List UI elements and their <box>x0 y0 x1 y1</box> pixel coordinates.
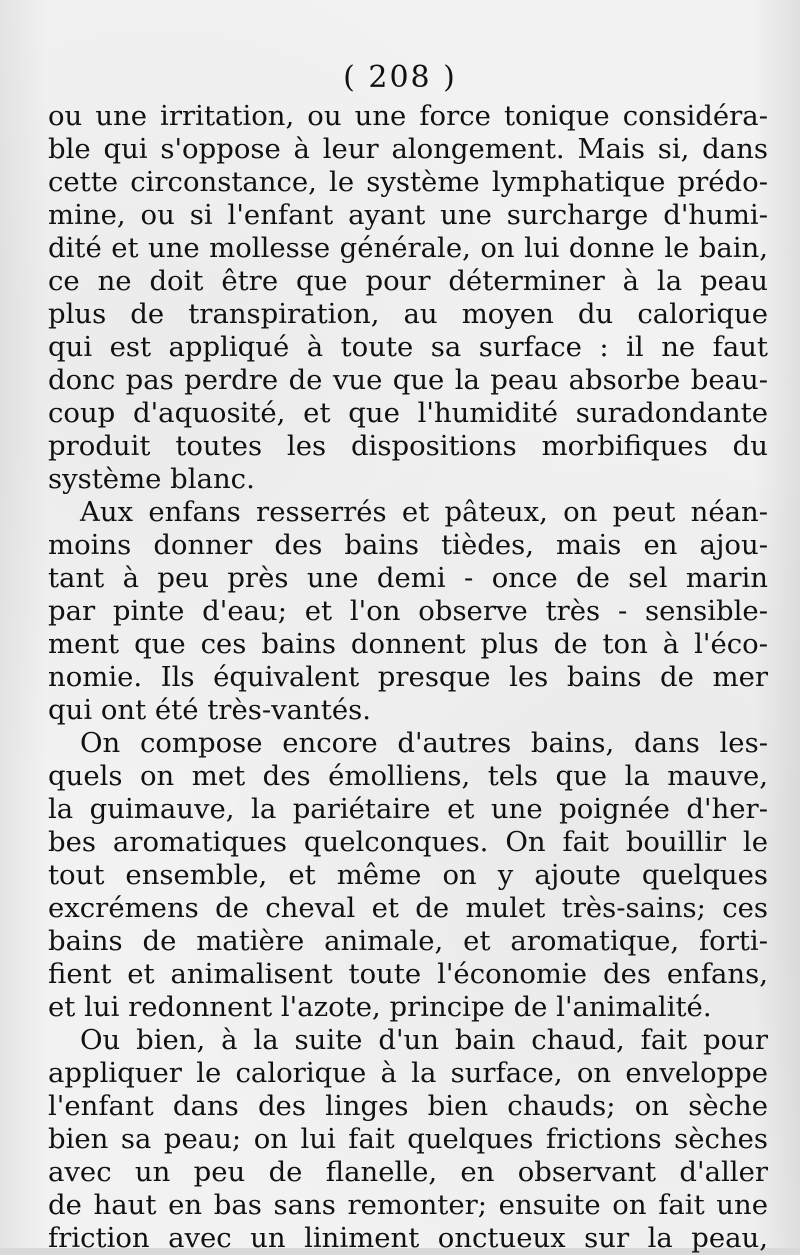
text-line: nomie. Ils équivalent presque les bains de mer <box>48 661 768 693</box>
text-line: tant à peu près une demi - once de sel marin <box>48 562 768 594</box>
text-line: plus de transpiration, au moyen du calorique <box>48 298 768 330</box>
text-line: fient et animalisent toute l'économie des enfans, <box>48 958 768 990</box>
text-line: mine, ou si l'enfant ayant une surcharge d'humi- <box>48 199 768 231</box>
text-line: coup d'aquosité, et que l'humidité suradondante <box>48 397 768 429</box>
text-line: quels on met des émolliens, tels que la mauve, <box>48 760 768 792</box>
text-line: produit toutes les dispositions morbifiques du <box>48 430 768 462</box>
text-line: qui ont été très-vantés. <box>48 694 371 726</box>
text-line: bains de matière animale, et aromatique, forti- <box>48 925 768 957</box>
text-line: ce ne doit être que pour déterminer à la peau <box>48 265 768 297</box>
text-line: moins donner des bains tièdes, mais en ajou- <box>48 529 768 561</box>
text-line: appliquer le calorique à la surface, on enveloppe <box>48 1057 768 1089</box>
text-line: bien sa peau; on lui fait quelques frictions sèches <box>48 1123 768 1155</box>
text-line: par pinte d'eau; et l'on observe très - sensible- <box>48 595 768 627</box>
paragraph-start-line: On compose encore d'autres bains, dans les- <box>80 727 768 759</box>
text-line: et lui redonnent l'azote, principe de l'animalité. <box>48 991 712 1023</box>
text-line: friction avec un liniment onctueux sur la peau, <box>48 1222 768 1254</box>
paragraph-start-line: Ou bien, à la suite d'un bain chaud, fait pour <box>80 1024 768 1056</box>
text-line: ment que ces bains donnent plus de ton à l'éco- <box>48 628 768 660</box>
text-line: qui est appliqué à toute sa surface : il ne faut <box>48 331 768 363</box>
paragraph-start-line: Aux enfans resserrés et pâteux, on peut néan- <box>80 496 768 528</box>
text-line: dité et une mollesse générale, on lui donne le bain, <box>48 232 768 264</box>
body-text <box>48 100 768 1255</box>
text-line: de haut en bas sans remonter; ensuite on fait une <box>48 1189 768 1221</box>
text-line: excrémens de cheval et de mulet très-sains; ces <box>48 892 768 924</box>
page-number: ( 208 ) <box>343 60 457 95</box>
text-line: donc pas perdre de vue que la peau absorbe beau- <box>48 364 768 396</box>
text-line: cette circonstance, le système lymphatique prédo- <box>48 166 768 198</box>
text-line: l'enfant dans des linges bien chauds; on sèche <box>48 1090 768 1122</box>
text-line: tout ensemble, et même on y ajoute quelques <box>48 859 768 891</box>
text-line: bes aromatiques quelconques. On fait bouillir le <box>48 826 768 858</box>
text-line: avec un peu de flanelle, en observant d'aller <box>48 1156 768 1188</box>
text-line: ble qui s'oppose à leur alongement. Mais si, dans <box>48 133 768 165</box>
text-line: système blanc. <box>48 463 255 495</box>
text-line: la guimauve, la pariétaire et une poignée d'her- <box>48 793 768 825</box>
text-line: ou une irritation, ou une force tonique considéra- <box>48 100 768 132</box>
